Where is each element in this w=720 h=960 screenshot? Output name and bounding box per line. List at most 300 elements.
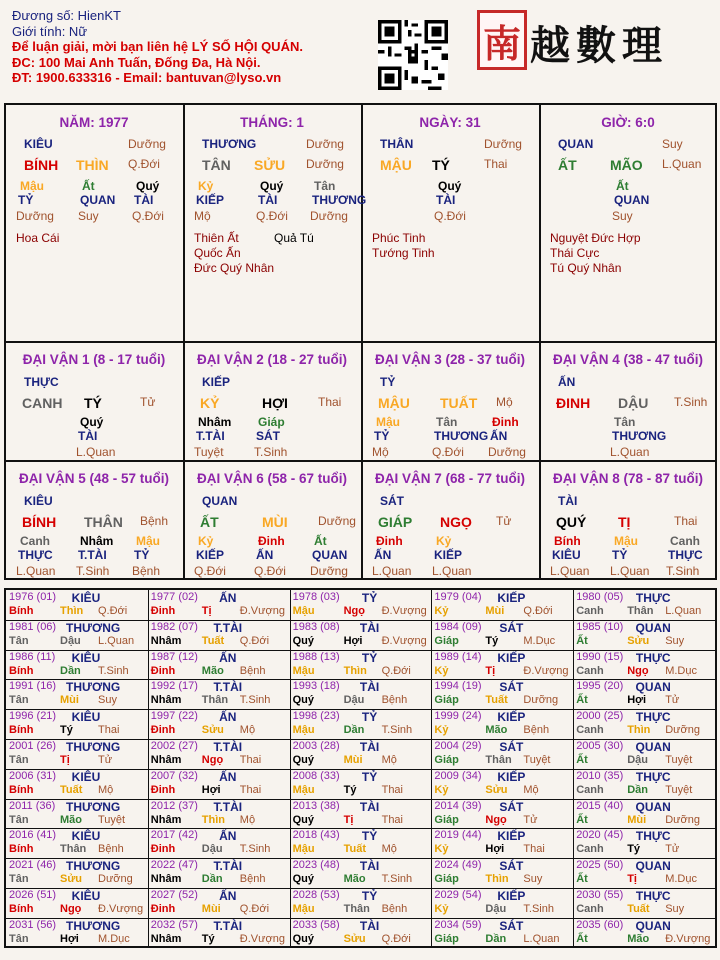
pillar-chi-phase: Dưỡng: [306, 157, 344, 171]
hidden-god: QUAN: [614, 193, 650, 207]
dai-van-chi: TỊ: [618, 514, 631, 530]
hidden-phase: Dưỡng: [310, 209, 348, 223]
annual-text: Bệnh: [381, 694, 408, 707]
annual-text: 2014 (39): [434, 799, 482, 812]
annual-text: Kỷ: [434, 783, 449, 796]
hidden-god: ẤN: [256, 548, 274, 562]
annual-text: M.Dục: [523, 634, 556, 647]
hidden-god: ẤN: [490, 429, 508, 443]
hidden-god: TÀI: [436, 193, 456, 207]
annual-cell: [148, 709, 290, 739]
pillar-can: TÂN: [202, 157, 231, 173]
site-logo: 越數理: [530, 22, 668, 69]
annual-text: M.Dục: [98, 932, 130, 945]
dai-van-phase: Thai: [674, 514, 698, 528]
annual-cell: [290, 679, 432, 709]
annual-text: Mão: [201, 664, 224, 677]
annual-text: 2004 (29): [434, 740, 482, 752]
annual-text: Thân: [343, 903, 370, 915]
annual-text: 2010 (35): [576, 769, 624, 782]
annual-text: Đinh: [150, 783, 176, 796]
annual-text: QUAN: [635, 620, 671, 635]
hidden-god: T.TÀI: [196, 429, 225, 443]
dai-van-6: [184, 462, 360, 579]
annual-text: TỶ: [361, 829, 378, 844]
annual-cell: [148, 918, 290, 948]
annual-text: 2007 (32): [150, 769, 198, 782]
annual-text: Kỷ: [434, 664, 449, 677]
annual-text: Mộ: [523, 783, 539, 796]
annual-text: Q.Đới: [381, 664, 411, 677]
hidden-stem: Mậu: [20, 179, 44, 193]
dai-van-7: [362, 462, 538, 579]
annual-text: Dần: [201, 873, 223, 886]
annual-text: Giáp: [434, 634, 459, 647]
dai-van-can: ĐINH: [556, 395, 591, 411]
annual-text: 2029 (54): [434, 889, 482, 901]
hidden-god: QUAN: [80, 193, 116, 207]
hidden-god: TÀI: [78, 429, 98, 443]
dai-van-god: SÁT: [380, 494, 404, 508]
annual-text: 2025 (50): [576, 859, 624, 872]
annual-text: 2026 (51): [9, 889, 57, 901]
annual-luck-grid: [4, 588, 717, 948]
annual-text: Hợi: [60, 932, 79, 945]
annual-cell: [148, 679, 290, 709]
hidden-stem: Tân: [314, 179, 336, 193]
side-star: Quả Tú: [274, 231, 314, 245]
annual-text: Canh: [576, 664, 604, 677]
annual-text: T.Sinh: [239, 843, 271, 856]
annual-cell: [6, 828, 148, 858]
annual-text: Mộ: [239, 724, 256, 737]
annual-text: Dậu: [201, 843, 223, 856]
annual-text: Tý: [343, 783, 357, 796]
hidden-stem: Tân: [436, 415, 458, 429]
annual-text: 2027 (52): [150, 889, 198, 901]
annual-text: Q.Đới: [98, 605, 128, 617]
annual-text: Đ.Vượng: [665, 932, 711, 945]
annual-text: TÀI: [359, 740, 380, 754]
pillar-can: MẬU: [380, 157, 412, 173]
annual-text: THỰC: [635, 889, 671, 903]
dai-van-can: GIÁP: [378, 514, 413, 530]
dai-van-can: BÍNH: [22, 514, 57, 530]
dai-van-3: [362, 343, 538, 460]
annual-text: Thai: [523, 843, 545, 856]
dai-van-chi: TUẤT: [440, 395, 478, 411]
dai-van-can: KỶ: [200, 395, 220, 411]
annual-text: Tân: [9, 873, 29, 886]
annual-text: KIÊU: [71, 889, 101, 903]
annual-text: 1981 (06): [9, 620, 57, 633]
star-label: Tú Quý Nhân: [550, 261, 622, 275]
annual-text: TỶ: [361, 591, 378, 605]
annual-text: Hợi: [343, 634, 363, 647]
annual-text: TỶ: [361, 889, 378, 903]
hidden-phase: Dưỡng: [310, 564, 348, 578]
annual-text: QUAN: [635, 680, 671, 695]
annual-text: SÁT: [499, 799, 524, 814]
hidden-stem: Ất: [616, 179, 629, 193]
annual-cell: [6, 620, 148, 650]
annual-text: SÁT: [499, 620, 524, 635]
annual-text: Tân: [9, 813, 29, 826]
annual-text: Bệnh: [239, 664, 266, 677]
annual-text: ẤN: [219, 650, 237, 665]
annual-text: 2001 (26): [9, 740, 57, 752]
hidden-stem: Đinh: [258, 534, 285, 548]
annual-text: Ất: [576, 694, 588, 707]
annual-cell: [431, 858, 573, 888]
annual-text: T.Sinh: [523, 903, 554, 915]
annual-text: Ất: [576, 634, 588, 647]
annual-text: Ất: [576, 873, 588, 886]
annual-text: Hợi: [201, 783, 221, 796]
annual-text: Bệnh: [98, 843, 124, 856]
hidden-stem: Quý: [438, 179, 462, 193]
annual-text: Mão: [60, 813, 82, 826]
star-label: Thái Cực: [550, 246, 600, 260]
hidden-phase: Suy: [78, 209, 99, 223]
pillar-god: THÂN: [380, 137, 414, 151]
annual-text: Mậu: [292, 783, 315, 796]
annual-text: Nhâm: [150, 873, 182, 886]
annual-text: Thìn: [343, 664, 367, 677]
annual-text: 1979 (04): [434, 591, 482, 603]
annual-text: 1980 (05): [576, 591, 624, 603]
annual-cell: [573, 739, 715, 769]
annual-text: THƯƠNG: [66, 918, 121, 933]
dai-van-phase: T.Sinh: [674, 395, 708, 409]
pillar-phase: Dưỡng: [128, 137, 166, 151]
annual-text: 2008 (33): [292, 769, 340, 782]
annual-cell: [573, 590, 715, 620]
annual-text: KIẾP: [497, 650, 526, 665]
annual-cell: [148, 858, 290, 888]
dai-van-god: TỶ: [380, 375, 396, 389]
annual-cell: [290, 620, 432, 650]
annual-cell: [148, 799, 290, 829]
dai-van-god: KIÊU: [24, 494, 53, 508]
annual-text: 2015 (40): [576, 799, 624, 812]
annual-text: ẤN: [219, 829, 237, 844]
annual-text: Mộ: [239, 813, 256, 826]
annual-text: T.TÀI: [213, 680, 243, 695]
pillar-chi-phase: Q.Đới: [128, 157, 160, 171]
qr-code-icon: [378, 20, 448, 90]
hidden-stem: Mậu: [136, 534, 160, 548]
hidden-god: KIẾP: [196, 193, 225, 207]
annual-text: TÀI: [359, 799, 380, 814]
hidden-stem: Ất: [314, 534, 327, 548]
annual-cell: [573, 769, 715, 799]
annual-cell: [290, 828, 432, 858]
annual-text: Nhâm: [150, 932, 182, 945]
annual-text: THỰC: [635, 591, 671, 605]
hidden-phase: Mộ: [372, 445, 389, 459]
annual-text: Tý: [627, 843, 641, 856]
annual-text: T.Sinh: [98, 664, 129, 677]
annual-text: QUAN: [635, 740, 671, 754]
pillar-chi: SỬU: [254, 157, 286, 173]
annual-text: THƯƠNG: [66, 620, 121, 635]
annual-text: Tị: [485, 664, 496, 677]
annual-text: Tị: [343, 813, 354, 826]
dai-van-phase: Tử: [496, 514, 512, 528]
annual-cell: [6, 679, 148, 709]
annual-text: Tuyệt: [665, 754, 693, 766]
annual-text: 1999 (24): [434, 710, 482, 723]
annual-text: 1983 (08): [292, 620, 340, 633]
annual-cell: [290, 799, 432, 829]
pillar-chi: MÃO: [610, 157, 643, 173]
annual-text: Tân: [9, 634, 29, 647]
dai-van-god: THỰC: [24, 375, 59, 389]
hidden-phase: Dưỡng: [488, 445, 526, 459]
dai-van-phase: Bệnh: [140, 514, 169, 528]
annual-text: Mộ: [381, 843, 397, 856]
annual-text: 1984 (09): [434, 620, 482, 633]
annual-cell: [148, 828, 290, 858]
dai-van-1: [6, 343, 182, 460]
dai-van-can: QUÝ: [556, 514, 587, 530]
annual-cell: [431, 799, 573, 829]
annual-cell: [290, 858, 432, 888]
annual-text: Mậu: [292, 724, 315, 737]
annual-text: 2009 (34): [434, 769, 482, 782]
annual-text: Thìn: [60, 605, 84, 617]
annual-cell: [6, 799, 148, 829]
annual-cell: [6, 650, 148, 680]
annual-text: 1990 (15): [576, 650, 624, 663]
pillar-title: GIỜ: 6:0: [601, 115, 655, 130]
annual-text: Mão: [343, 873, 366, 886]
annual-text: Tý: [485, 634, 499, 647]
annual-text: Tân: [9, 754, 29, 766]
hidden-phase: Q.Đới: [256, 209, 288, 223]
annual-text: Thân: [201, 694, 229, 707]
hidden-stem: Kỷ: [198, 179, 214, 193]
annual-text: 2019 (44): [434, 829, 482, 842]
star-label: Thiên Ất: [194, 231, 239, 245]
hidden-god: KIẾP: [434, 548, 463, 562]
annual-text: Dần: [60, 664, 81, 677]
annual-text: Sửu: [60, 873, 83, 886]
hidden-stem: Bính: [554, 534, 581, 548]
annual-text: 1987 (12): [150, 650, 198, 663]
annual-cell: [431, 650, 573, 680]
dai-van-2: [184, 343, 360, 460]
dai-van-title: ĐẠI VẬN 7 (68 - 77 tuổi): [374, 471, 526, 486]
annual-text: Sửu: [485, 783, 508, 796]
annual-text: Bính: [9, 605, 34, 617]
annual-text: 1976 (01): [9, 591, 57, 603]
annual-text: 1982 (07): [150, 620, 198, 633]
annual-cell: [431, 709, 573, 739]
annual-text: T.TÀI: [213, 620, 243, 635]
annual-text: Kỷ: [434, 724, 449, 737]
annual-text: Q.Đới: [381, 932, 411, 945]
hidden-phase: L.Quan: [432, 564, 472, 578]
annual-text: T.TÀI: [213, 799, 243, 814]
annual-text: Tị: [627, 873, 637, 886]
annual-text: Thai: [381, 813, 403, 826]
annual-cell: [6, 739, 148, 769]
annual-text: Sửu: [201, 724, 224, 737]
annual-text: Dưỡng: [665, 813, 700, 826]
hidden-stem: Ất: [82, 179, 95, 193]
hidden-stem: Đinh: [492, 415, 519, 429]
annual-text: Đinh: [150, 664, 176, 677]
annual-text: Tị: [60, 754, 70, 766]
annual-text: Đinh: [150, 724, 176, 737]
hidden-stem: Canh: [20, 534, 50, 548]
annual-text: Giáp: [434, 813, 459, 826]
dai-van-god: KIẾP: [202, 375, 231, 389]
annual-text: KIÊU: [71, 769, 101, 784]
hidden-god: THƯƠNG: [312, 193, 367, 207]
pillar-2: [362, 105, 538, 341]
annual-cell: [290, 590, 432, 620]
annual-text: Tuyệt: [98, 813, 126, 826]
hidden-stem: Kỷ: [198, 534, 214, 548]
annual-text: Tử: [523, 813, 538, 826]
annual-text: Dậu: [485, 903, 507, 915]
annual-text: T.Sinh: [239, 694, 271, 707]
annual-text: 1991 (16): [9, 680, 57, 693]
dai-van-phase: Dưỡng: [318, 514, 356, 528]
hidden-phase: L.Quan: [610, 445, 650, 459]
pillar-phase: Dưỡng: [484, 137, 522, 151]
annual-text: 1977 (02): [150, 591, 198, 603]
annual-text: Quý: [292, 754, 314, 766]
annual-cell: [6, 858, 148, 888]
dai-van-title: ĐẠI VẬN 2 (18 - 27 tuổi): [196, 352, 348, 367]
annual-text: Ất: [576, 754, 588, 766]
annual-cell: [431, 828, 573, 858]
address-line: ĐC: 100 Mai Anh Tuấn, Đống Đa, Hà Nội.: [12, 54, 261, 70]
hidden-phase: Mộ: [194, 209, 211, 223]
annual-cell: [573, 858, 715, 888]
annual-text: T.TÀI: [213, 859, 243, 874]
annual-text: 2034 (59): [434, 918, 482, 931]
annual-text: Nhâm: [150, 813, 182, 826]
annual-text: 2035 (60): [576, 918, 624, 931]
annual-cell: [290, 650, 432, 680]
hidden-stem: Canh: [670, 534, 700, 548]
hidden-stem: Quý: [260, 179, 284, 193]
hidden-god: SÁT: [256, 429, 280, 443]
annual-text: QUAN: [635, 799, 671, 814]
annual-text: Bính: [9, 783, 34, 796]
pillar-god: QUAN: [558, 137, 594, 151]
annual-text: Quý: [292, 813, 314, 826]
annual-text: Mùi: [627, 813, 647, 826]
annual-cell: [431, 590, 573, 620]
dai-van-title: ĐẠI VẬN 3 (28 - 37 tuổi): [374, 352, 526, 367]
annual-text: Thai: [239, 754, 262, 766]
annual-text: Dậu: [343, 694, 365, 707]
annual-text: Tuất: [60, 783, 83, 796]
annual-text: QUAN: [635, 918, 671, 933]
annual-text: 1985 (10): [576, 620, 624, 633]
annual-text: Mùi: [201, 903, 221, 915]
annual-text: Ngọ: [343, 605, 365, 617]
annual-cell: [573, 828, 715, 858]
annual-text: 2002 (27): [150, 740, 198, 752]
hidden-stem: Quý: [80, 415, 104, 429]
hidden-god: KIÊU: [552, 548, 581, 562]
hidden-stem: Nhâm: [198, 415, 232, 429]
annual-text: 2003 (28): [292, 740, 340, 752]
annual-text: Dưỡng: [665, 724, 700, 737]
hidden-god: TÀI: [134, 193, 154, 207]
annual-text: Suy: [665, 903, 685, 915]
annual-text: ẤN: [219, 889, 237, 903]
annual-text: KIẾP: [497, 591, 526, 605]
annual-text: THỰC: [635, 769, 671, 784]
dai-van-chi: MÙI: [262, 514, 288, 530]
annual-text: Thai: [98, 724, 120, 737]
annual-text: Quý: [292, 634, 314, 647]
annual-text: Canh: [576, 783, 604, 796]
pillar-can: BÍNH: [24, 157, 59, 173]
dai-van-chi: HỢI: [262, 395, 288, 411]
dai-van-5: [6, 462, 182, 579]
annual-text: Kỷ: [434, 605, 449, 617]
pillar-title: NĂM: 1977: [59, 115, 129, 130]
annual-text: Ngọ: [60, 903, 82, 915]
annual-text: TÀI: [359, 620, 380, 635]
annual-cell: [290, 918, 432, 948]
annual-text: Canh: [576, 903, 604, 915]
annual-text: Thân: [60, 843, 87, 856]
hidden-god: THỰC: [18, 548, 53, 562]
annual-text: Thìn: [627, 724, 651, 737]
annual-text: Bính: [9, 724, 34, 737]
pillar-title: THÁNG: 1: [240, 115, 304, 130]
dai-van-phase: Thai: [318, 395, 342, 409]
annual-text: M.Dục: [665, 873, 697, 886]
hidden-god: TÀI: [258, 193, 278, 207]
annual-cell: [148, 590, 290, 620]
annual-text: Bệnh: [239, 873, 266, 886]
dai-van-can: CANH: [22, 395, 63, 411]
annual-text: Q.Đới: [523, 605, 553, 617]
annual-text: Tử: [98, 754, 113, 766]
annual-text: KIẾP: [497, 769, 526, 784]
star-label: Nguyệt Đức Hợp: [550, 231, 641, 245]
header-info: [12, 8, 303, 86]
annual-cell: [573, 709, 715, 739]
annual-text: Quý: [292, 932, 314, 945]
pillar-1: [184, 105, 367, 341]
annual-text: KIẾP: [497, 889, 526, 903]
annual-text: SÁT: [499, 740, 524, 754]
annual-text: 1992 (17): [150, 680, 198, 693]
annual-text: Dưỡng: [98, 873, 133, 886]
annual-text: 2011 (36): [9, 799, 56, 812]
hidden-god: TỶ: [612, 548, 628, 562]
annual-text: Sửu: [627, 634, 650, 647]
annual-text: Mậu: [292, 903, 315, 915]
annual-text: Đ.Vượng: [381, 605, 427, 617]
annual-text: Kỷ: [434, 903, 449, 915]
annual-text: Tử: [665, 694, 680, 707]
seal-stamp: 南: [477, 10, 527, 70]
annual-text: Hợi: [485, 843, 505, 856]
